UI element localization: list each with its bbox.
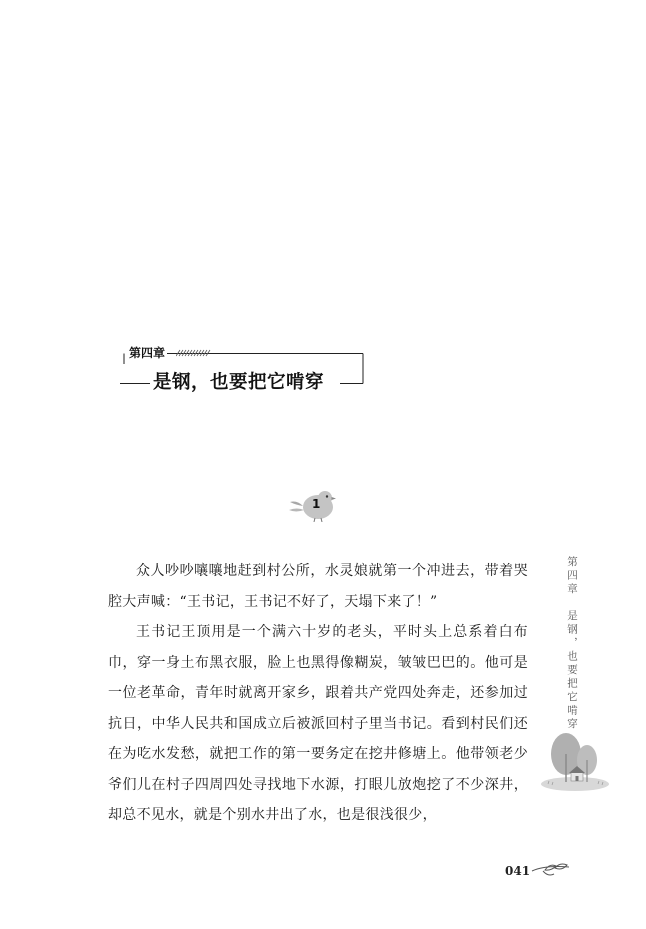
chapter-heading: [120, 346, 366, 398]
chapter-title: 是钢，也要把它啃穿: [150, 372, 327, 394]
section-marker: [287, 488, 339, 522]
paragraph: 众人吵吵嚷嚷地赶到村公所，水灵娘就第一个冲进去，带着哭腔大声喊：“王书记，王书记不好了，天塌下来了！”: [108, 563, 528, 610]
section-number: 1: [312, 497, 321, 511]
tree-house-illustration: [540, 732, 610, 792]
page-number: 041: [505, 864, 531, 878]
side-running-header: 第四章 是钢，也要把它啃穿: [566, 556, 578, 732]
paragraph: 王书记王顶用是一个满六十岁的老头，平时头上总系着白布巾，穿一身土布黑衣服，脸上也黑得像糊炭，皱皱巴巴的。他可是一位老革命，青年时就离开家乡，跟着共产党四处奔走，还参加过抗日，中华人民共和国成立后被派回村子里当书记。看到村民们还在为吃水发愁，就把工作的第一要务定在挖井修塘上。他带领老少爷们儿在村子四周四处寻找地下水源，打眼儿放炮挖了不少深井，却总不见水，就是个别水井出了水，也是很浅很少，: [108, 624, 528, 823]
body-text: [108, 556, 528, 831]
chapter-number-label: 第四章: [129, 346, 166, 360]
hatch-ornament: [176, 349, 212, 357]
leaf-icon: [531, 862, 571, 878]
